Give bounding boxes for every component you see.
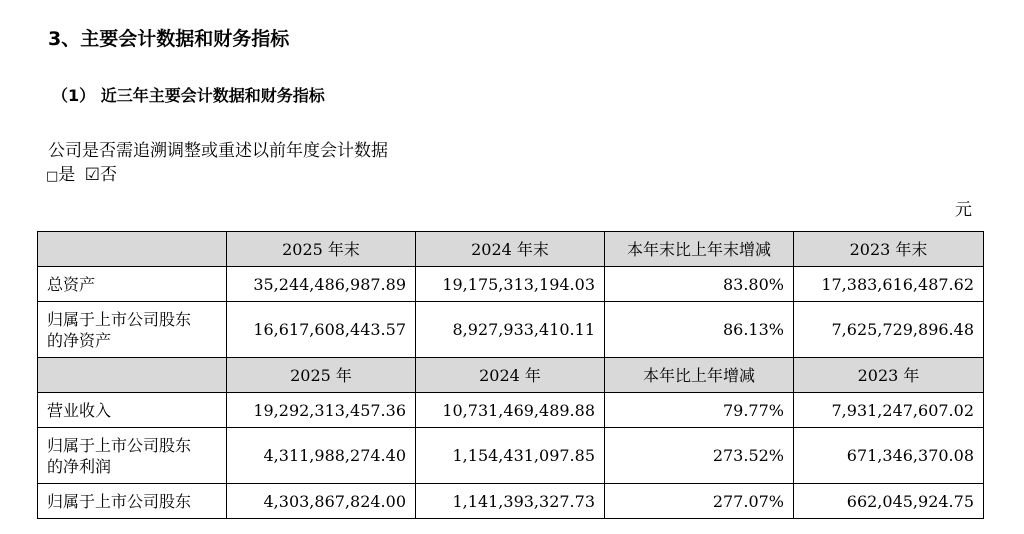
table-row-revenue xyxy=(38,393,984,428)
value-cell: 1,154,431,097.85 xyxy=(416,428,605,484)
value-cell: 79.77% xyxy=(605,393,794,428)
table-row-total-assets xyxy=(38,267,984,302)
value-cell: 19,175,313,194.03 xyxy=(416,267,605,302)
section-heading: 3、主要会计数据和财务指标 xyxy=(48,28,290,50)
value-cell: 4,303,867,824.00 xyxy=(227,484,416,519)
table-row-net-profit-deducted xyxy=(38,484,984,519)
row-label: 归属于上市公司股东 xyxy=(38,484,227,519)
value-cell: 83.80% xyxy=(605,267,794,302)
value-cell: 16,617,608,443.57 xyxy=(227,302,416,358)
table-row-net-assets xyxy=(38,302,984,358)
row-label xyxy=(38,302,227,358)
value-cell: 10,731,469,489.88 xyxy=(416,393,605,428)
restatement-options xyxy=(46,163,117,189)
header-cell: 2025 年 xyxy=(227,358,416,393)
value-cell: 8,927,933,410.11 xyxy=(416,302,605,358)
table-header-row-year xyxy=(38,358,984,393)
value-cell: 35,244,486,987.89 xyxy=(227,267,416,302)
value-cell: 671,346,370.08 xyxy=(794,428,984,484)
header-cell: 2024 年 xyxy=(416,358,605,393)
header-cell: 2025 年末 xyxy=(227,232,416,267)
header-cell: 2023 年 xyxy=(794,358,984,393)
row-label-line: 归属于上市公司股东 xyxy=(47,435,192,455)
value-cell: 662,045,924.75 xyxy=(794,484,984,519)
header-cell: 2023 年末 xyxy=(794,232,984,267)
value-cell: 1,141,393,327.73 xyxy=(416,484,605,519)
unchecked-checkbox-icon: □ xyxy=(46,169,59,184)
value-cell: 273.52% xyxy=(605,428,794,484)
header-cell: 本年末比上年末增减 xyxy=(605,232,794,267)
row-label: 营业收入 xyxy=(38,393,227,428)
yes-option-label: 是 xyxy=(58,165,76,185)
value-cell: 7,625,729,896.48 xyxy=(794,302,984,358)
row-label-line: 的净利润 xyxy=(47,456,112,476)
value-cell: 277.07% xyxy=(605,484,794,519)
financial-indicators-table xyxy=(37,231,984,519)
currency-unit: 元 xyxy=(955,200,972,220)
value-cell: 4,311,988,274.40 xyxy=(227,428,416,484)
checked-checkbox-icon: ☑ xyxy=(84,165,100,185)
value-cell: 19,292,313,457.36 xyxy=(227,393,416,428)
restatement-question: 公司是否需追溯调整或重述以前年度会计数据 xyxy=(48,141,388,161)
value-cell: 86.13% xyxy=(605,302,794,358)
no-option-label: 否 xyxy=(99,165,117,185)
row-label-line: 的净资产 xyxy=(47,330,112,350)
subsection-heading: （1） 近三年主要会计数据和财务指标 xyxy=(52,86,325,105)
row-label xyxy=(38,428,227,484)
header-cell xyxy=(38,358,227,393)
table-header-row-year-end xyxy=(38,232,984,267)
header-cell: 本年比上年增减 xyxy=(605,358,794,393)
value-cell: 7,931,247,607.02 xyxy=(794,393,984,428)
table-row-net-profit xyxy=(38,428,984,484)
header-cell xyxy=(38,232,227,267)
header-cell: 2024 年末 xyxy=(416,232,605,267)
row-label-line: 归属于上市公司股东 xyxy=(47,309,192,329)
row-label: 总资产 xyxy=(38,267,227,302)
value-cell: 17,383,616,487.62 xyxy=(794,267,984,302)
